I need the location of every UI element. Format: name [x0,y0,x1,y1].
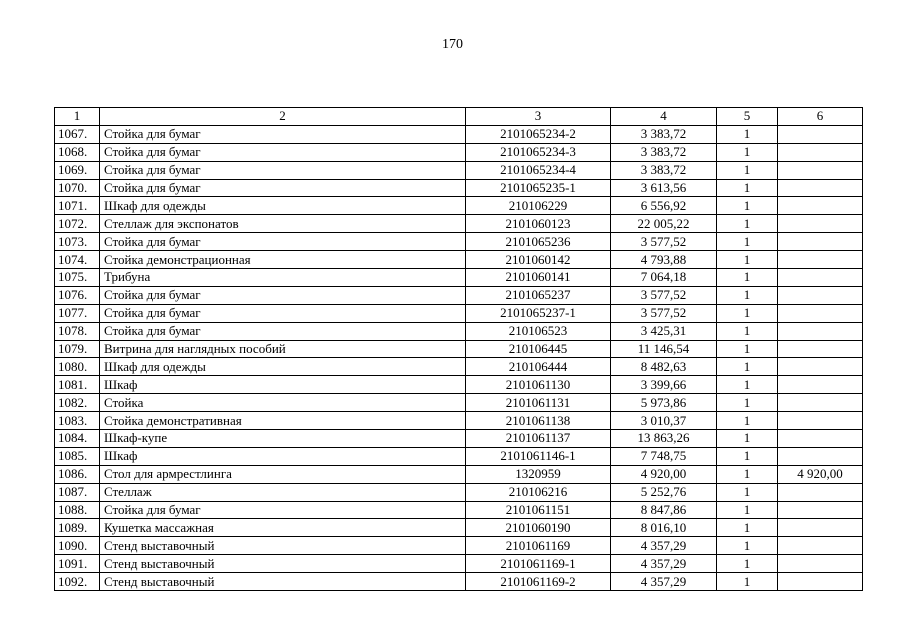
cost-cell: 5 252,76 [611,483,717,501]
row-number-cell: 1068. [55,143,100,161]
inventory-number-cell: 210106523 [466,322,611,340]
quantity-cell: 1 [717,573,778,591]
cost-cell: 3 577,52 [611,304,717,322]
row-number-cell: 1085. [55,447,100,465]
cost-cell: 3 613,56 [611,179,717,197]
quantity-cell: 1 [717,233,778,251]
item-name-cell: Стойка для бумаг [100,501,466,519]
cost-cell: 8 016,10 [611,519,717,537]
quantity-cell: 1 [717,322,778,340]
cost-cell: 11 146,54 [611,340,717,358]
row-number-cell: 1091. [55,555,100,573]
cost-cell: 3 577,52 [611,286,717,304]
item-name-cell: Стенд выставочный [100,573,466,591]
quantity-cell: 1 [717,304,778,322]
item-name-cell: Стойка для бумаг [100,233,466,251]
quantity-cell: 1 [717,555,778,573]
residual-value-cell [778,412,863,430]
row-number-cell: 1089. [55,519,100,537]
item-name-cell: Стеллаж для экспонатов [100,215,466,233]
table-row [55,394,863,412]
header-cell-2: 2 [100,108,466,126]
item-name-cell: Трибуна [100,269,466,287]
inventory-number-cell: 2101061169-2 [466,573,611,591]
cost-cell: 5 973,86 [611,394,717,412]
row-number-cell: 1080. [55,358,100,376]
inventory-number-cell: 2101065234-2 [466,125,611,143]
item-name-cell: Витрина для наглядных пособий [100,340,466,358]
table-row [55,430,863,448]
item-name-cell: Стойка для бумаг [100,304,466,322]
quantity-cell: 1 [717,197,778,215]
table-row [55,573,863,591]
row-number-cell: 1092. [55,573,100,591]
row-number-cell: 1081. [55,376,100,394]
item-name-cell: Стенд выставочный [100,537,466,555]
table-row [55,125,863,143]
cost-cell: 3 383,72 [611,161,717,179]
item-name-cell: Шкаф для одежды [100,358,466,376]
table-row [55,322,863,340]
quantity-cell: 1 [717,215,778,233]
residual-value-cell [778,376,863,394]
residual-value-cell [778,358,863,376]
residual-value-cell [778,304,863,322]
quantity-cell: 1 [717,143,778,161]
quantity-cell: 1 [717,161,778,179]
table-row [55,555,863,573]
quantity-cell: 1 [717,447,778,465]
residual-value-cell: 4 920,00 [778,465,863,483]
header-cell-3: 3 [466,108,611,126]
table-row [55,161,863,179]
quantity-cell: 1 [717,251,778,269]
residual-value-cell [778,179,863,197]
residual-value-cell [778,143,863,161]
quantity-cell: 1 [717,430,778,448]
item-name-cell: Стойка для бумаг [100,322,466,340]
inventory-number-cell: 210106445 [466,340,611,358]
inventory-number-cell: 2101061130 [466,376,611,394]
residual-value-cell [778,340,863,358]
residual-value-cell [778,447,863,465]
residual-value-cell [778,161,863,179]
header-cell-6: 6 [778,108,863,126]
cost-cell: 8 482,63 [611,358,717,376]
residual-value-cell [778,573,863,591]
residual-value-cell [778,483,863,501]
quantity-cell: 1 [717,179,778,197]
residual-value-cell [778,286,863,304]
inventory-number-cell: 2101065234-4 [466,161,611,179]
inventory-number-cell: 2101061137 [466,430,611,448]
inventory-table [54,107,863,591]
row-number-cell: 1077. [55,304,100,322]
row-number-cell: 1076. [55,286,100,304]
residual-value-cell [778,269,863,287]
cost-cell: 3 425,31 [611,322,717,340]
cost-cell: 4 357,29 [611,573,717,591]
residual-value-cell [778,251,863,269]
table-row [55,143,863,161]
quantity-cell: 1 [717,286,778,304]
table-row [55,376,863,394]
table-row [55,519,863,537]
inventory-number-cell: 2101065234-3 [466,143,611,161]
row-number-cell: 1086. [55,465,100,483]
inventory-number-cell: 210106229 [466,197,611,215]
item-name-cell: Шкаф [100,447,466,465]
inventory-number-cell: 2101065237 [466,286,611,304]
item-name-cell: Стойка демонстративная [100,412,466,430]
cost-cell: 7 748,75 [611,447,717,465]
table-row [55,501,863,519]
cost-cell: 4 920,00 [611,465,717,483]
inventory-number-cell: 2101061138 [466,412,611,430]
cost-cell: 3 383,72 [611,143,717,161]
item-name-cell: Стойка для бумаг [100,179,466,197]
table-row [55,269,863,287]
quantity-cell: 1 [717,394,778,412]
row-number-cell: 1079. [55,340,100,358]
page-number: 170 [442,37,463,52]
table-row [55,447,863,465]
cost-cell: 4 357,29 [611,537,717,555]
inventory-number-cell: 210106444 [466,358,611,376]
row-number-cell: 1084. [55,430,100,448]
row-number-cell: 1090. [55,537,100,555]
quantity-cell: 1 [717,483,778,501]
item-name-cell: Шкаф для одежды [100,197,466,215]
quantity-cell: 1 [717,340,778,358]
row-number-cell: 1075. [55,269,100,287]
item-name-cell: Стол для армрестлинга [100,465,466,483]
inventory-number-cell: 2101065235-1 [466,179,611,197]
residual-value-cell [778,430,863,448]
table-row [55,179,863,197]
table-row [55,412,863,430]
row-number-cell: 1082. [55,394,100,412]
residual-value-cell [778,519,863,537]
quantity-cell: 1 [717,125,778,143]
table-row [55,304,863,322]
cost-cell: 4 357,29 [611,555,717,573]
cost-cell: 3 010,37 [611,412,717,430]
quantity-cell: 1 [717,519,778,537]
quantity-cell: 1 [717,358,778,376]
cost-cell: 3 399,66 [611,376,717,394]
quantity-cell: 1 [717,376,778,394]
table-header [55,108,863,126]
item-name-cell: Стойка для бумаг [100,161,466,179]
item-name-cell: Шкаф [100,376,466,394]
residual-value-cell [778,501,863,519]
cost-cell: 13 863,26 [611,430,717,448]
inventory-number-cell: 2101060123 [466,215,611,233]
item-name-cell: Кушетка массажная [100,519,466,537]
quantity-cell: 1 [717,269,778,287]
cost-cell: 3 577,52 [611,233,717,251]
inventory-number-cell: 210106216 [466,483,611,501]
row-number-cell: 1087. [55,483,100,501]
residual-value-cell [778,322,863,340]
header-cell-1: 1 [55,108,100,126]
cost-cell: 22 005,22 [611,215,717,233]
row-number-cell: 1073. [55,233,100,251]
item-name-cell: Стойка для бумаг [100,286,466,304]
table-row [55,537,863,555]
quantity-cell: 1 [717,412,778,430]
header-cell-5: 5 [717,108,778,126]
residual-value-cell [778,125,863,143]
table-row [55,465,863,483]
row-number-cell: 1072. [55,215,100,233]
inventory-number-cell: 1320959 [466,465,611,483]
item-name-cell: Шкаф-купе [100,430,466,448]
table-row [55,286,863,304]
table-row [55,340,863,358]
inventory-number-cell: 2101061146-1 [466,447,611,465]
item-name-cell: Стойка для бумаг [100,125,466,143]
residual-value-cell [778,197,863,215]
inventory-number-cell: 2101061151 [466,501,611,519]
item-name-cell: Стеллаж [100,483,466,501]
residual-value-cell [778,394,863,412]
inventory-number-cell: 2101060190 [466,519,611,537]
table-row [55,483,863,501]
table-row [55,197,863,215]
inventory-number-cell: 2101060142 [466,251,611,269]
row-number-cell: 1074. [55,251,100,269]
inventory-number-cell: 2101061169-1 [466,555,611,573]
row-number-cell: 1088. [55,501,100,519]
quantity-cell: 1 [717,465,778,483]
cost-cell: 7 064,18 [611,269,717,287]
table-row [55,215,863,233]
row-number-cell: 1083. [55,412,100,430]
cost-cell: 4 793,88 [611,251,717,269]
inventory-number-cell: 2101065236 [466,233,611,251]
item-name-cell: Стойка демонстрационная [100,251,466,269]
row-number-cell: 1078. [55,322,100,340]
row-number-cell: 1069. [55,161,100,179]
residual-value-cell [778,537,863,555]
item-name-cell: Стойка [100,394,466,412]
row-number-cell: 1067. [55,125,100,143]
table-row [55,233,863,251]
item-name-cell: Стенд выставочный [100,555,466,573]
header-cell-4: 4 [611,108,717,126]
table-body [55,125,863,590]
table-row [55,251,863,269]
table-row [55,358,863,376]
inventory-number-cell: 2101060141 [466,269,611,287]
residual-value-cell [778,233,863,251]
cost-cell: 6 556,92 [611,197,717,215]
cost-cell: 8 847,86 [611,501,717,519]
row-number-cell: 1071. [55,197,100,215]
inventory-number-cell: 2101061131 [466,394,611,412]
row-number-cell: 1070. [55,179,100,197]
quantity-cell: 1 [717,501,778,519]
residual-value-cell [778,555,863,573]
quantity-cell: 1 [717,537,778,555]
item-name-cell: Стойка для бумаг [100,143,466,161]
header-row [55,108,863,126]
inventory-number-cell: 2101061169 [466,537,611,555]
cost-cell: 3 383,72 [611,125,717,143]
inventory-number-cell: 2101065237-1 [466,304,611,322]
residual-value-cell [778,215,863,233]
